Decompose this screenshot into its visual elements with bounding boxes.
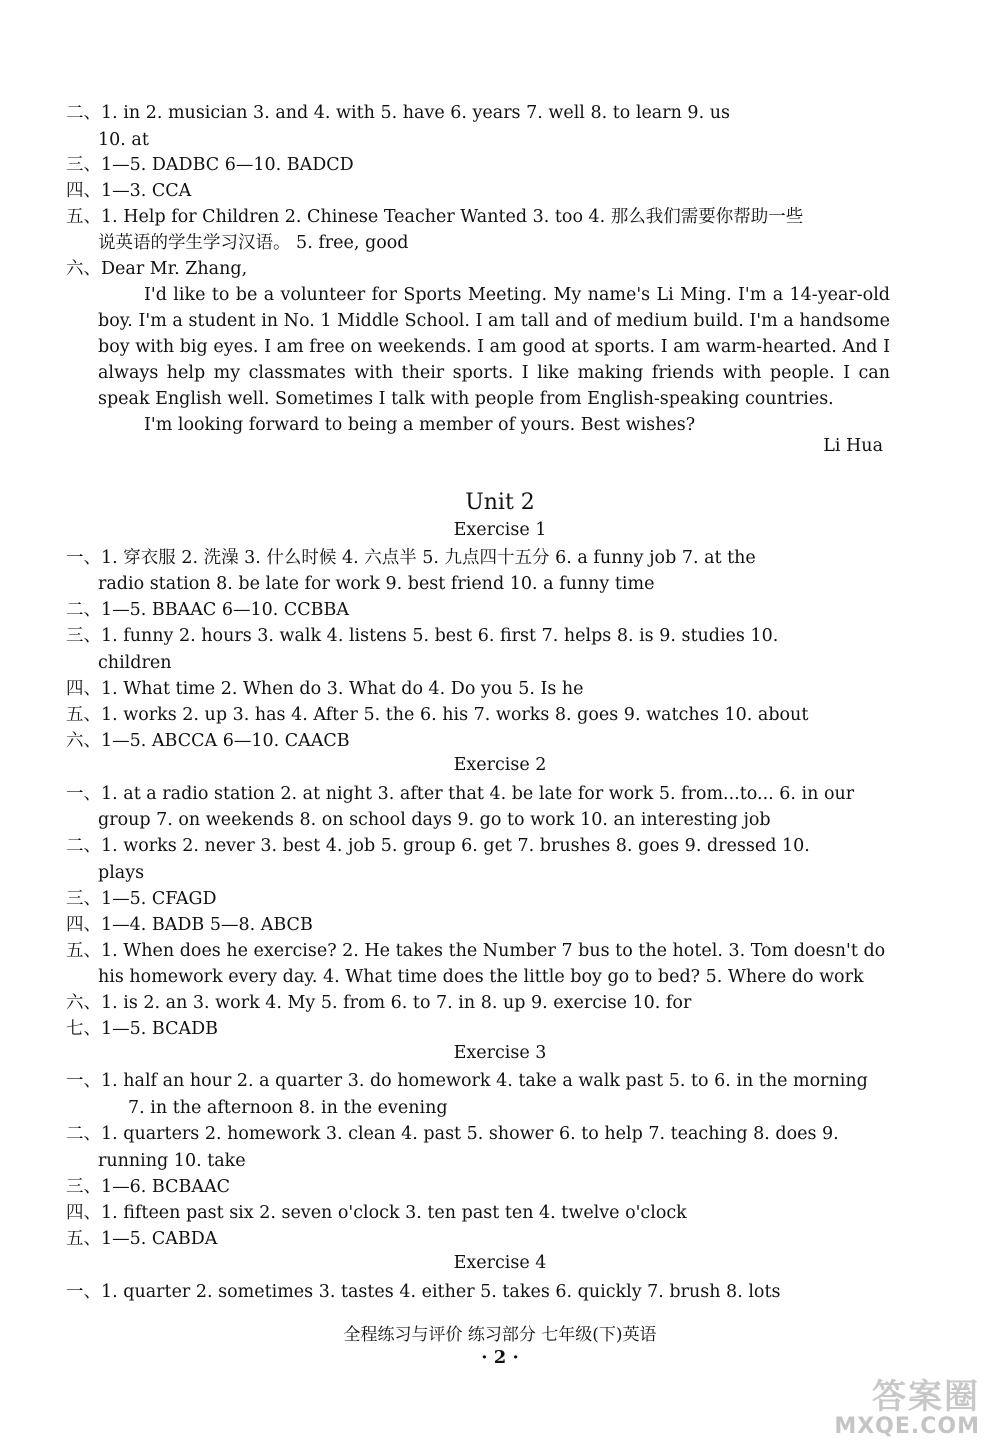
answer-line: 三、1—5. CFAGD — [66, 889, 217, 909]
answer-line: 一、1. at a radio station 2. at night 3. after that 4. be late for work 5. from...to... 6. in our — [66, 784, 855, 804]
letter-body: I'd like to be a volunteer for Sports Meeting. My name's Li Ming. I'm a 14-year-old boy. I'm a student in No. 1 Middle School. I am tall and of medium build. I'm a handsome boy with big eyes. I am free on weekends. I am good at sports. I am warm-hearted. And I always help my classmates with their sports. I like making friends with people. I can speak English well. Sometimes I talk with people from English-speaking countries. — [98, 285, 890, 409]
answer-line: 一、1. quarter 2. sometimes 3. tastes 4. either 5. takes 6. quickly 7. brush 8. lots — [66, 1282, 781, 1302]
watermark-logo: 答案圈 — [872, 1377, 980, 1417]
answer-line: 五、1. works 2. up 3. has 4. After 5. the 6. his 7. works 8. goes 9. watches 10. about — [66, 705, 809, 725]
page-footer: 全程练习与评价 练习部分 七年级(下)英语 — [343, 1325, 657, 1345]
answer-line: 二、1. quarters 2. homework 3. clean 4. past 5. shower 6. to help 7. teaching 8. does 9. — [66, 1124, 839, 1144]
answer-line: 二、1. in 2. musician 3. and 4. with 5. have 6. years 7. well 8. to learn 9. us — [66, 103, 730, 123]
answer-line: running 10. take — [98, 1151, 246, 1171]
answer-line: group 7. on weekends 8. on school days 9. go to work 10. an interesting job — [98, 810, 771, 830]
answer-line: 四、1. fifteen past six 2. seven o'clock 3. ten past ten 4. twelve o'clock — [66, 1203, 687, 1223]
answer-line: 四、1—3. CCA — [66, 181, 192, 201]
answer-line: 五、1. Help for Children 2. Chinese Teacher Wanted 3. too 4. 那么我们需要你帮助一些 — [66, 207, 804, 227]
answer-line: 三、1—5. DADBC 6—10. BADCD — [66, 155, 354, 175]
answer-line: 7. in the afternoon 8. in the evening — [128, 1098, 448, 1118]
exercise-title: Exercise 2 — [453, 755, 547, 775]
letter-closing: I'm looking forward to being a member of yours. Best wishes? — [144, 415, 696, 435]
letter-signature: Li Hua — [823, 436, 883, 456]
answer-line: radio station 8. be late for work 9. best friend 10. a funny time — [98, 574, 655, 594]
answer-line: 一、1. half an hour 2. a quarter 3. do homework 4. take a walk past 5. to 6. in the morning — [66, 1071, 868, 1091]
page-number: · 2 · — [481, 1347, 519, 1368]
answer-line: children — [98, 653, 172, 673]
answer-line: 10. at — [98, 130, 149, 150]
answer-line: 七、1—5. BCADB — [66, 1019, 218, 1039]
answer-line: 二、1. works 2. never 3. best 4. job 5. group 6. get 7. brushes 8. goes 9. dressed 10. — [66, 836, 810, 856]
answer-line: his homework every day. 4. What time does the little boy go to bed? 5. Where do work — [98, 967, 864, 987]
exercise-title: Exercise 1 — [453, 520, 547, 540]
answer-line: 二、1—5. BBAAC 6—10. CCBBA — [66, 600, 350, 620]
answer-line: plays — [98, 863, 145, 883]
answer-line: 三、1—6. BCBAAC — [66, 1177, 230, 1197]
answer-line: 一、1. 穿衣服 2. 洗澡 3. 什么时候 4. 六点半 5. 九点四十五分 6. a funny job 7. at the — [66, 548, 756, 568]
watermark-url: MXQE.COM — [834, 1414, 980, 1439]
exercise-title: Exercise 3 — [453, 1043, 547, 1063]
answer-line: 四、1. What time 2. When do 3. What do 4. Do you 5. Is he — [66, 679, 584, 699]
answer-line: 六、1. is 2. an 3. work 4. My 5. from 6. to 7. in 8. up 9. exercise 10. for — [66, 993, 692, 1013]
answer-line: 六、1—5. ABCCA 6—10. CAACB — [66, 731, 350, 751]
answer-line: 三、1. funny 2. hours 3. walk 4. listens 5. best 6. first 7. helps 8. is 9. studies 10. — [66, 626, 779, 646]
answer-line: 四、1—4. BADB 5—8. ABCB — [66, 915, 313, 935]
answer-line: 五、1. When does he exercise? 2. He takes the Number 7 bus to the hotel. 3. Tom doesn't do — [66, 941, 886, 961]
answer-line: 五、1—5. CABDA — [66, 1229, 218, 1249]
watermark — [836, 1369, 986, 1439]
answer-line: 说英语的学生学习汉语。 5. free, good — [98, 233, 409, 253]
unit-title: Unit 2 — [465, 490, 535, 515]
exercise-title: Exercise 4 — [453, 1253, 547, 1273]
letter-greeting: 六、Dear Mr. Zhang, — [66, 259, 248, 279]
